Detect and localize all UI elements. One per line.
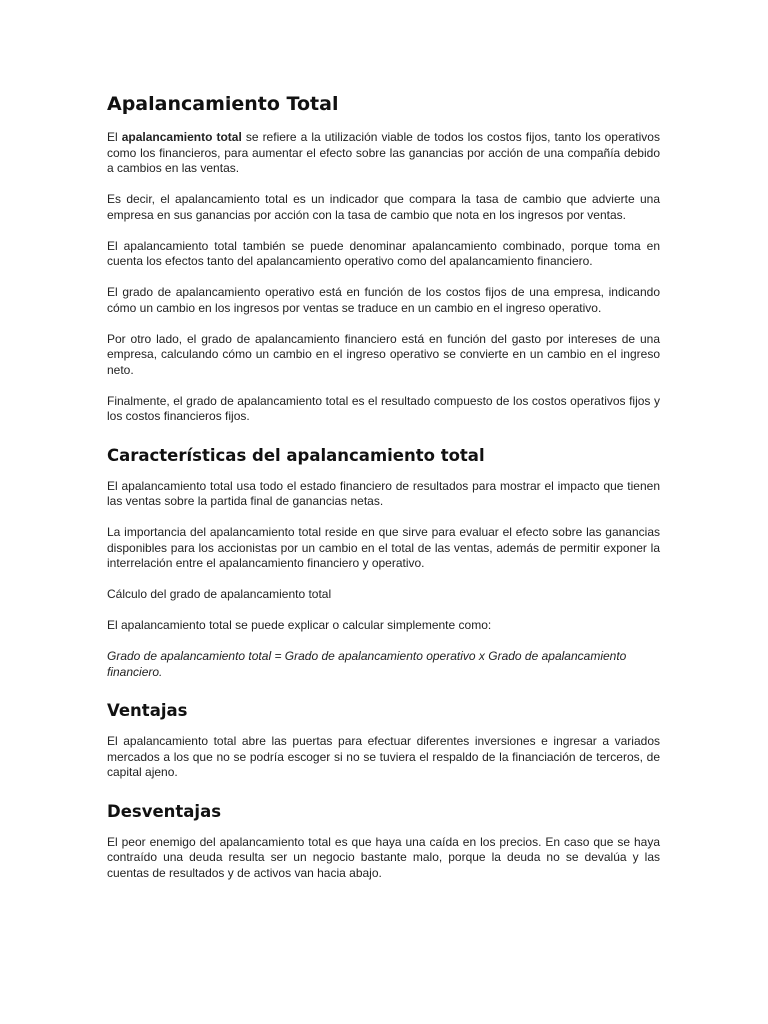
- document-body: [107, 91, 660, 897]
- paragraph: El grado de apalancamiento operativo está en función de los costos fijos de una empresa, indicando cómo un cambio en los ingresos por ventas se traduce en un cambio en el ingreso operativo.: [107, 285, 660, 315]
- section-heading-ventajas: Ventajas: [107, 701, 188, 720]
- paragraph: Por otro lado, el grado de apalancamiento financiero está en función del gasto por intereses de una empresa, calculando cómo un cambio en el ingreso operativo se convierte en un cambio en el ingreso neto.: [107, 331, 660, 377]
- page-title: Apalancamiento Total: [107, 93, 339, 115]
- intro-bold-term: apalancamiento total: [121, 130, 242, 144]
- paragraph: El peor enemigo del apalancamiento total es que haya una caída en los precios. En caso que se haya contraído una deuda resulta ser un negocio bastante malo, porque la deuda no se devalúa y las cuentas de resultados y de activos van hacia abajo.: [107, 834, 660, 880]
- paragraph: Es decir, el apalancamiento total es un indicador que compara la tasa de cambio que advierte una empresa en sus ganancias por acción con la tasa de cambio que nota en los ingresos por ventas.: [107, 192, 660, 222]
- paragraph: El apalancamiento total usa todo el estado financiero de resultados para mostrar el impacto que tienen las ventas sobre la partida final de ganancias netas.: [107, 478, 660, 508]
- paragraph: Finalmente, el grado de apalancamiento total es el resultado compuesto de los costos operativos fijos y los costos financieros fijos.: [107, 393, 660, 423]
- section-heading-desventajas: Desventajas: [107, 801, 222, 821]
- intro-paragraph: [107, 130, 660, 177]
- paragraph: El apalancamiento total se puede explicar o calcular simplemente como:: [107, 618, 492, 632]
- paragraph: El apalancamiento total también se puede denominar apalancamiento combinado, porque toma en cuenta los efectos tanto del apalancamiento operativo como del apalancamiento financiero.: [107, 238, 660, 268]
- paragraph: La importancia del apalancamiento total reside en que sirve para evaluar el efecto sobre las ganancias disponibles para los accionistas por un cambio en el total de las ventas, además de permitir exponer la interrelación entre el apalancamiento financiero y operativo.: [107, 525, 660, 570]
- intro-lead: El: [107, 130, 122, 144]
- formula-text: Grado de apalancamiento total = Grado de apalancamiento operativo x Grado de apalancamiento financiero.: [107, 649, 627, 679]
- paragraph: El apalancamiento total abre las puertas para efectuar diferentes inversiones e ingresar a variados mercados a los que no se podría escoger si no se tuviera el respaldo de la financiación de terceros, de capital ajeno.: [107, 734, 660, 779]
- section-heading-caracteristicas: Características del apalancamiento total: [107, 445, 485, 465]
- paragraph: Cálculo del grado de apalancamiento total: [107, 587, 332, 601]
- intro-rest: se refiere a la utilización viable de todos los costos fijos, tanto los operativos como los financieros, para aumentar el efecto sobre las ganancias por acción de una compañía debido a cambios en las ventas.: [107, 130, 660, 175]
